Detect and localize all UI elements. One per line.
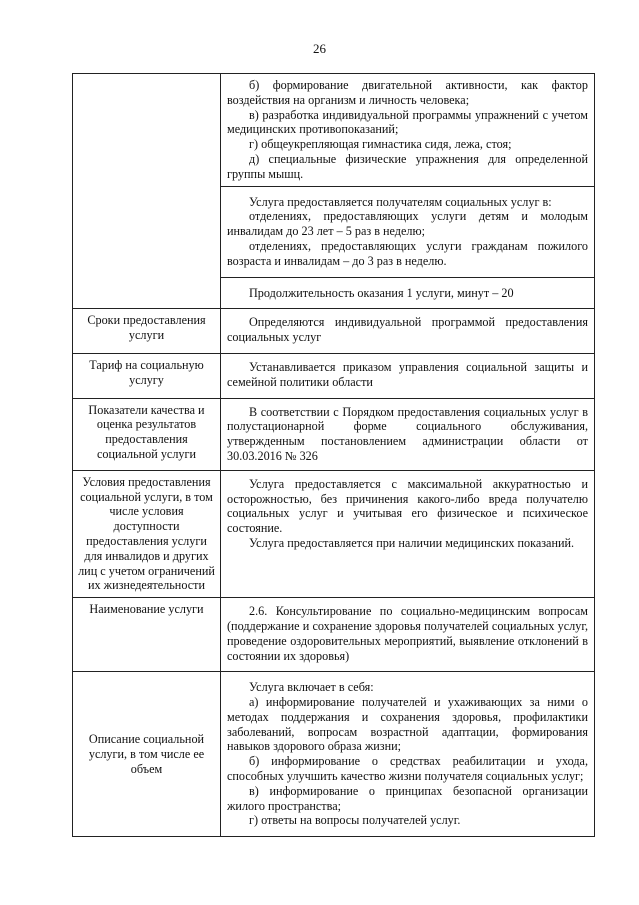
- row-content: [221, 598, 595, 672]
- row-label: [73, 74, 221, 309]
- row-label: Показатели качества и оценка результатов предоставления социальной услуги: [73, 398, 221, 470]
- row-content: [221, 309, 595, 354]
- paragraph: Определяются индивидуальной программой предоставления социальных услуг: [227, 315, 588, 345]
- paragraph: б) информирование о средствах реабилитации и ухода, способных улучшить качество жизни получателя социальных услуг;: [227, 754, 588, 784]
- paragraph: В соответствии с Порядком предоставления социальных услуг в полустационарной форме социального обслуживания, утвержденным постановлением администрации области от 30.03.2016 № 326: [227, 404, 588, 463]
- table-row: [73, 398, 595, 470]
- row-label: Сроки предоставления услуги: [73, 309, 221, 354]
- paragraph: Устанавливается приказом управления социальной защиты и семейной политики области: [227, 359, 588, 389]
- table-row: [73, 353, 595, 398]
- paragraph: Услуга предоставляется с максимальной аккуратностью и осторожностью, без причинения какого-либо вреда получателю социальных услуг и учитывая его физическое и психическое состояние.: [227, 476, 588, 536]
- paragraph: в) разработка индивидуальной программы упражнений с учетом медицинских противопоказаний;: [227, 107, 588, 137]
- paragraph: Продолжительность оказания 1 услуги, минут – 20: [249, 285, 514, 300]
- row-label: Тариф на социальную услугу: [73, 353, 221, 398]
- paragraph: Услуга предоставляется получателям социальных услуг в:: [249, 194, 552, 209]
- paragraph: отделениях, предоставляющих услуги гражданам пожилого возраста и инвалидам – до 3 раз в неделю.: [227, 238, 588, 268]
- table-row: [73, 74, 595, 187]
- paragraph: д) специальные физические упражнения для определенной группы мышц.: [227, 151, 588, 181]
- row-content: [221, 353, 595, 398]
- paragraph: отделениях, предоставляющих услуги детям и молодым инвалидам до 23 лет – 5 раз в неделю;: [227, 209, 588, 239]
- paragraph: б) формирование двигательной активности, как фактор воздействия на организм и личность человека;: [227, 78, 588, 107]
- row-content: [221, 672, 595, 837]
- paragraph: г) ответы на вопросы получателей услуг.: [249, 813, 461, 828]
- table-row: [73, 672, 595, 837]
- row-content: [221, 470, 595, 597]
- paragraph: а) информирование получателей и ухаживающих за ними о методах поддержания и сохранения здоровья, профилактики заболеваний, вопросам возрастной адаптации, формирования навыков здорового образа жизни;: [227, 695, 588, 754]
- row-label: Описание социальной услуги, в том числе ее объем: [73, 672, 221, 837]
- row-content: [221, 74, 595, 187]
- paragraph: 2.6. Консультирование по социально-медицинским вопросам (поддержание и сохранение здоровья получателей социальных услуг, проведение оздоровительных мероприятий, выявление отклонений в состоянии их здоровья): [227, 604, 588, 663]
- paragraph: г) общеукрепляющая гимнастика сидя, лежа, стоя;: [249, 137, 512, 152]
- paragraph: Услуга предоставляется при наличии медицинских показаний.: [249, 535, 575, 550]
- service-table: [72, 73, 595, 837]
- row-content: [221, 277, 595, 309]
- table-row: [73, 598, 595, 672]
- table-row: [73, 309, 595, 354]
- paragraph: в) информирование о принципах безопасной организации жилого пространства;: [227, 783, 588, 813]
- row-content: [221, 186, 595, 277]
- paragraph: Услуга включает в себя:: [249, 680, 374, 695]
- row-label: Наименование услуги: [73, 598, 221, 672]
- row-content: [221, 398, 595, 470]
- row-label: Условия предоставления социальной услуги, в том числе условия доступности предоставления услуги для инвалидов и других лиц с учетом ограничений их жизнедеятельности: [73, 470, 221, 597]
- page-number: 26: [313, 41, 326, 56]
- table-row: [73, 470, 595, 597]
